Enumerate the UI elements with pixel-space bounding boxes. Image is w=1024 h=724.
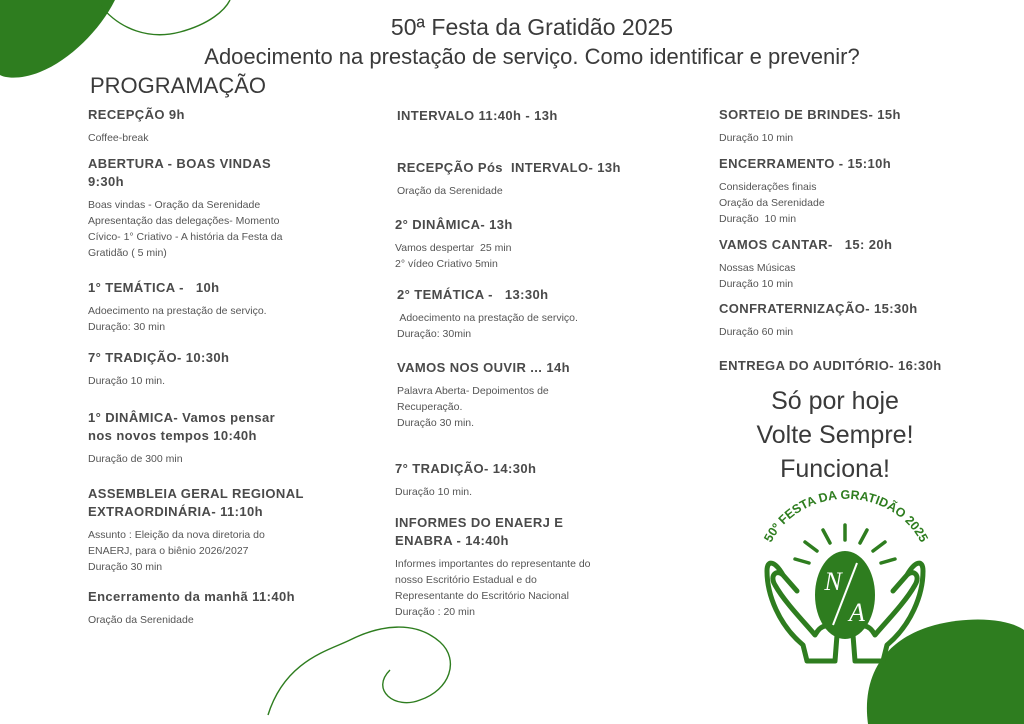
item-desc: Informes importantes do representante do nosso Escritório Estadual e do Representante do Escritório Nacional Duração : 20 min <box>395 558 591 618</box>
schedule-item <box>397 107 637 125</box>
item-title: 1° DINÂMICA- Vamos pensar nos novos tempos 10:40h <box>88 410 276 443</box>
item-desc: Adoecimento na prestação de serviço. Duração: 30min <box>397 312 578 340</box>
item-title: RECEPÇÃO Pós INTERVALO- 13h <box>397 160 621 175</box>
item-desc: Duração 10 min. <box>88 375 166 387</box>
item-desc: Oração da Serenidade <box>88 614 194 626</box>
item-title: VAMOS CANTAR- 15: 20h <box>719 237 893 252</box>
schedule-item <box>88 349 328 389</box>
item-desc: Duração 10 min. <box>395 486 473 498</box>
schedule-item <box>88 588 338 628</box>
item-desc: Boas vindas - Oração da Serenidade Apresentação das delegações- Momento Cívico- 1° Criativo - A história da Festa da Gratidão ( 5 min) <box>88 199 283 259</box>
logo-initial-n: N <box>824 567 842 596</box>
item-title: 7° TRADIÇÃO- 14:30h <box>395 461 537 476</box>
item-title: SORTEIO DE BRINDES- 15h <box>719 107 901 122</box>
schedule-item <box>719 300 959 340</box>
item-desc: Duração 60 min <box>719 326 794 338</box>
motto-line: Só por hoje <box>771 387 899 415</box>
schedule-item <box>88 485 338 575</box>
item-title: RECEPÇÃO 9h <box>88 107 185 122</box>
event-subtitle: Adoecimento na prestação de serviço. Como identificar e prevenir? <box>204 44 860 69</box>
item-title: VAMOS NOS OUVIR ... 14h <box>397 360 570 375</box>
item-title: INFORMES DO ENAERJ E ENABRA - 14:40h <box>395 515 564 548</box>
item-title: CONFRATERNIZAÇÃO- 15:30h <box>719 301 918 316</box>
item-title: ABERTURA - BOAS VINDAS 9:30h <box>88 156 272 189</box>
item-desc: Palavra Aberta- Depoimentos de Recuperação. Duração 30 min. <box>397 385 549 429</box>
item-title: 2° DINÂMICA- 13h <box>395 217 513 232</box>
item-desc: Nossas Músicas Duração 10 min <box>719 262 796 290</box>
schedule-item <box>397 159 647 199</box>
schedule-item <box>395 216 635 272</box>
schedule-item <box>719 155 959 227</box>
event-title: 50ª Festa da Gratidão 2025 <box>390 14 674 40</box>
schedule-item <box>88 155 328 261</box>
schedule-item <box>88 279 328 335</box>
item-title: ENTREGA DO AUDITÓRIO- 16:30h <box>719 358 942 373</box>
item-desc: Adoecimento na prestação de serviço. Duração: 30 min <box>88 305 267 333</box>
schedule-item <box>719 236 959 292</box>
motto-line: Funciona! <box>780 455 890 483</box>
logo-arc-text: 50º FESTA DA GRATIDÃO 2025 <box>761 487 931 545</box>
schedule-item <box>88 106 328 146</box>
item-title: ASSEMBLEIA GERAL REGIONAL EXTRAORDINÁRIA- 11:10h <box>88 486 304 519</box>
schedule-item <box>88 409 328 467</box>
item-desc: Considerações finais Oração da Serenidade Duração 10 min <box>719 181 825 225</box>
schedule-item <box>395 460 635 500</box>
item-title: 2° TEMÁTICA - 13:30h <box>397 287 549 302</box>
item-title: INTERVALO 11:40h - 13h <box>397 108 558 123</box>
item-desc: Oração da Serenidade <box>397 185 503 197</box>
schedule-item <box>719 106 959 146</box>
item-desc: Assunto : Eleição da nova diretoria do ENAERJ, para o biênio 2026/2027 Duração 30 min <box>88 529 265 573</box>
bottom-squiggle <box>268 627 450 715</box>
item-title: 1° TEMÁTICA - 10h <box>88 280 220 295</box>
schedule-item <box>397 359 637 431</box>
item-title: 7° TRADIÇÃO- 10:30h <box>88 350 230 365</box>
event-logo <box>745 485 945 685</box>
item-desc: Coffee-break <box>88 132 149 144</box>
item-desc: Duração de 300 min <box>88 453 183 465</box>
motto-line: Volte Sempre! <box>756 421 914 449</box>
schedule-item <box>397 286 637 342</box>
item-title: Encerramento da manhã 11:40h <box>88 589 295 604</box>
schedule-item <box>395 514 655 620</box>
logo-initial-a: A <box>849 598 865 627</box>
item-desc: Duração 10 min <box>719 132 794 144</box>
item-desc: Vamos despertar 25 min 2° vídeo Criativo 5min <box>395 242 512 270</box>
item-title: ENCERRAMENTO - 15:10h <box>719 156 892 171</box>
section-title: PROGRAMAÇÃO <box>90 73 267 98</box>
schedule-item <box>719 357 979 375</box>
